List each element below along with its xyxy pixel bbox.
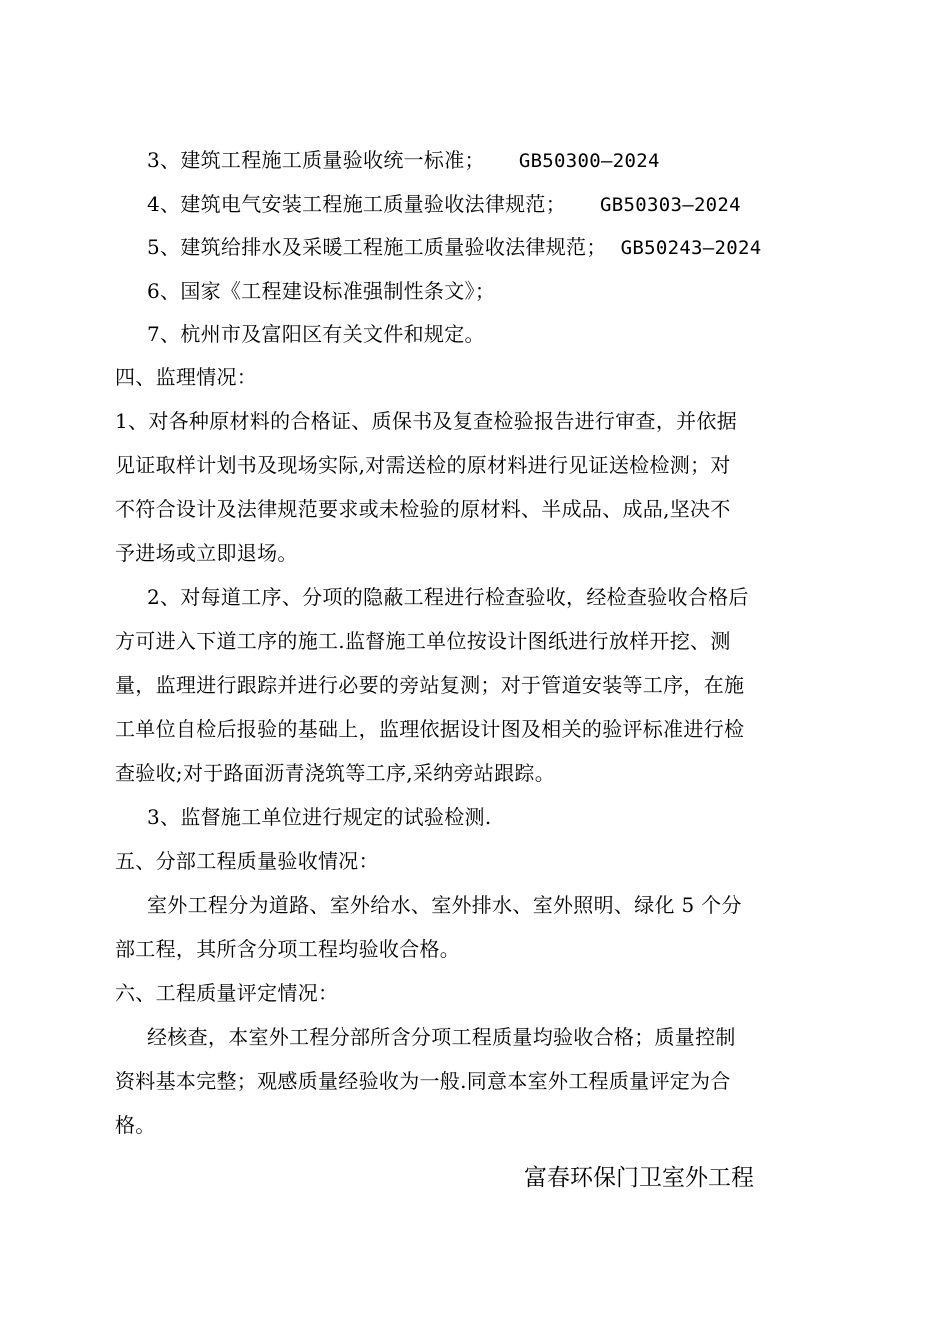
section-4-p2-line-4: 工单位自检后报验的基础上，监理依据设计图及相关的验评标准进行检 — [115, 717, 745, 741]
basis-item-5 — [147, 235, 762, 260]
section-4-p2-line-3: 量，监理进行跟踪并进行必要的旁站复测；对于管道安装等工序，在施 — [115, 673, 745, 697]
section-4-p2-line-5: 查验收;对于路面沥青浇筑等工序,采纳旁站跟踪。 — [115, 761, 555, 785]
section-4-p2-line-2: 方可进入下道工序的施工.监督施工单位按设计图纸进行放样开挖、测 — [115, 629, 731, 653]
section-5-line-2: 部工程，其所含分项工程均验收合格。 — [115, 937, 461, 961]
section-5-line-1: 室外工程分为道路、室外给水、室外排水、室外照明、绿化 5 个分 — [147, 893, 742, 917]
basis-item-4 — [147, 192, 741, 217]
section-4-p1-line-1: 1、对各种原材料的合格证、质保书及复查检验报告进行审查，并依据 — [115, 409, 738, 433]
section-6-heading: 六、工程质量评定情况： — [115, 981, 339, 1005]
section-6-line-1: 经核查，本室外工程分部所含分项工程质量均验收合格；质量控制 — [147, 1025, 736, 1049]
section-6-line-3: 格。 — [115, 1113, 156, 1137]
section-4-p1-line-2: 见证取样计划书及现场实际,对需送检的原材料进行见证送检检测；对 — [115, 453, 731, 477]
basis-item-3 — [147, 148, 660, 173]
section-4-p1-line-3: 不符合设计及法律规范要求或未检验的原材料、半成品、成品,坚决不 — [115, 497, 731, 521]
basis-item-7: 7、杭州市及富阳区有关文件和规定。 — [147, 322, 485, 346]
signature-project-name: 富春环保门卫室外工程 — [524, 1165, 754, 1191]
basis-item-3-code: GB50300—2024 — [518, 150, 660, 172]
basis-item-3-text: 3、建筑工程施工质量验收统一标准； — [147, 148, 485, 172]
basis-item-4-code: GB50303—2024 — [600, 194, 741, 216]
section-4-p2-line-1: 2、对每道工序、分项的隐蔽工程进行检查验收，经检查验收合格后 — [147, 585, 749, 609]
section-6-line-2: 资料基本完整；观感质量经验收为一般.同意本室外工程质量评定为合 — [115, 1069, 731, 1093]
section-5-heading: 五、分部工程质量验收情况： — [115, 849, 379, 873]
section-4-heading: 四、监理情况： — [115, 365, 258, 389]
section-4-p1-line-4: 予进场或立即退场。 — [115, 541, 298, 565]
section-4-p3: 3、监督施工单位进行规定的试验检测. — [147, 805, 492, 829]
basis-item-4-text: 4、建筑电气安装工程施工质量验收法律规范； — [147, 192, 567, 216]
basis-item-5-text: 5、建筑给排水及采暖工程施工质量验收法律规范； — [147, 235, 607, 259]
basis-item-5-code: GB50243—2024 — [620, 237, 762, 259]
basis-item-6: 6、国家《工程建设标准强制性条文》； — [147, 279, 496, 303]
